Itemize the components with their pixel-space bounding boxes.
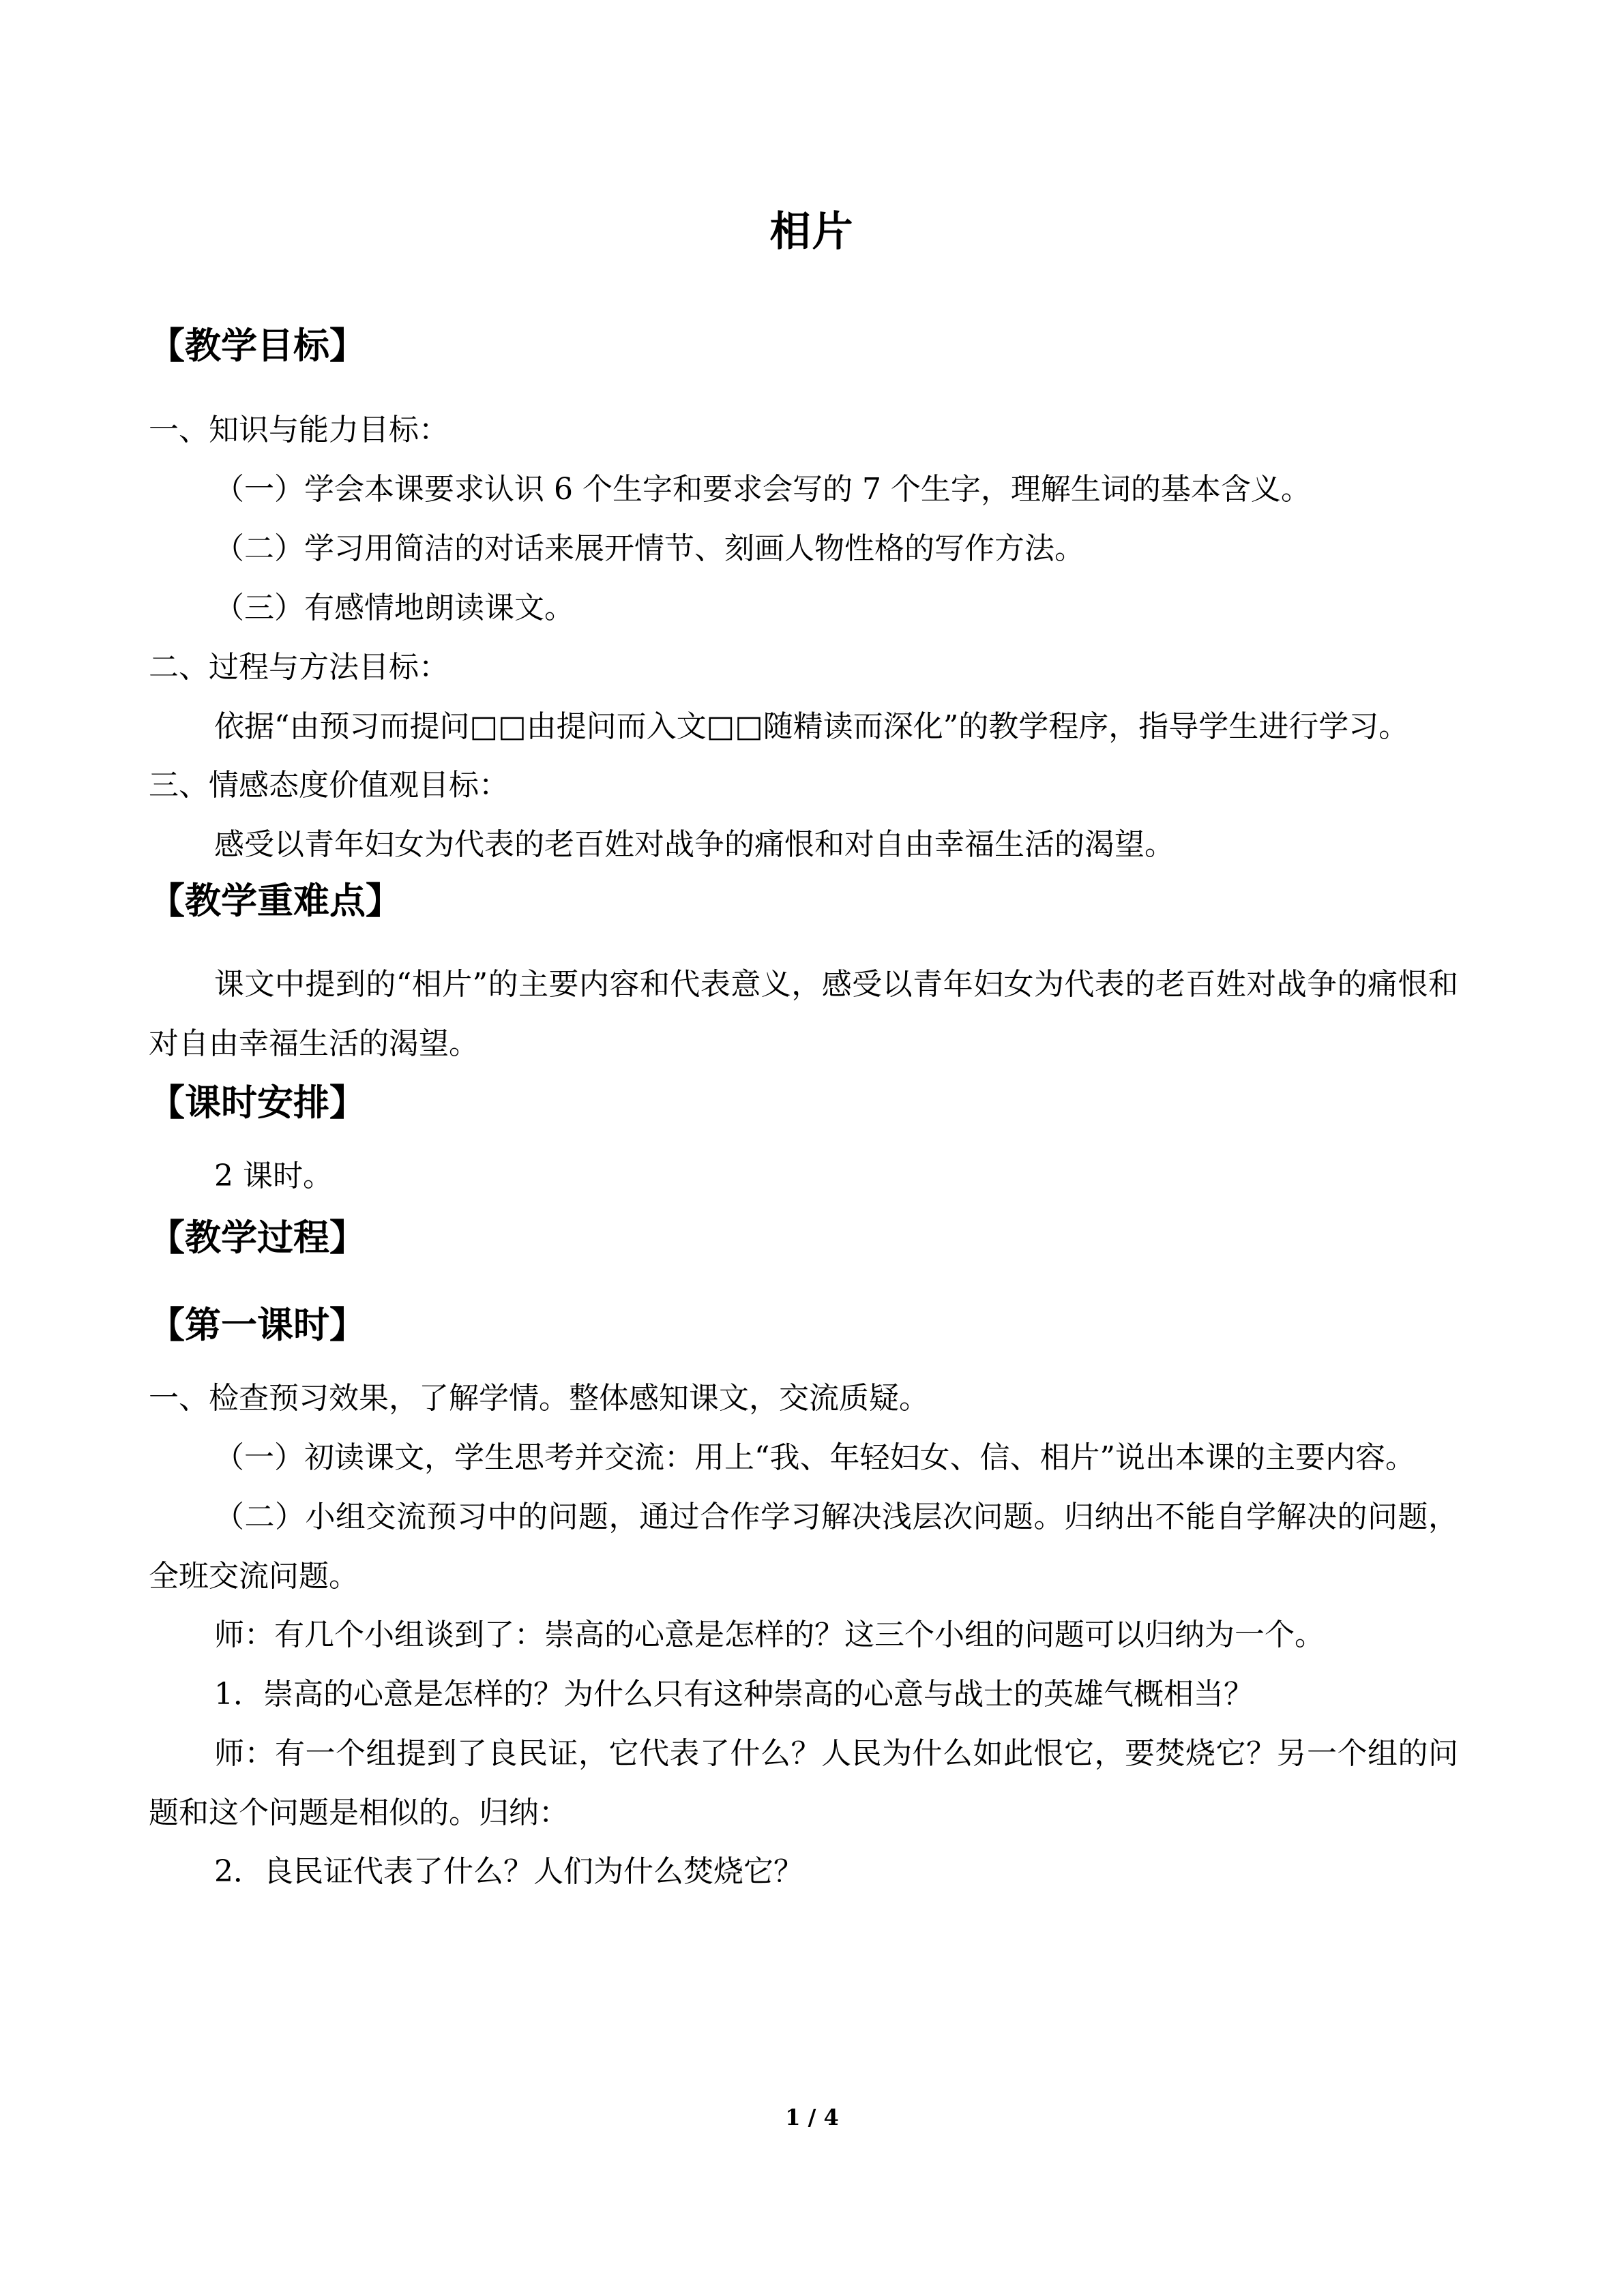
lesson-step-1-item-2: （二）小组交流预习中的问题，通过合作学习解决浅层次问题。归纳出不能自学解决的问题，全班交流问题。 xyxy=(149,1500,1458,1594)
lesson-step-1-item-1: （一）初读课文，学生思考并交流：用上“我、年轻妇女、信、相片”说出本课的主要内容。 xyxy=(214,1440,1415,1475)
goal-process-heading: 二、过程与方法目标： xyxy=(149,650,449,685)
goal-knowledge-item-3: （三）有感情地朗读课文。 xyxy=(214,591,574,625)
goal-knowledge-heading: 一、知识与能力目标： xyxy=(149,413,449,447)
section-heading-schedule: 【课时安排】 xyxy=(149,1082,366,1124)
section-heading-process: 【教学过程】 xyxy=(149,1217,366,1259)
schedule-text: 2 课时。 xyxy=(214,1159,333,1193)
key-points-text: 课文中提到的“相片”的主要内容和代表意义，感受以青年妇女为代表的老百姓对战争的痛恨和对自由幸福生活的渴望。 xyxy=(149,967,1458,1061)
goal-knowledge-item-1: （一）学会本课要求认识 6 个生字和要求会写的 7 个生字，理解生词的基本含义。 xyxy=(214,472,1311,507)
document-body xyxy=(149,319,1458,1892)
goal-knowledge-item-2: （二）学习用简洁的对话来展开情节、刻画人物性格的写作方法。 xyxy=(214,531,1084,566)
page-number: 1 / 4 xyxy=(785,2104,839,2130)
goal-emotion-text: 感受以青年妇女为代表的老百姓对战争的痛恨和对自由幸福生活的渴望。 xyxy=(214,827,1175,862)
question-2: 2．良民证代表了什么？人们为什么焚烧它？ xyxy=(214,1854,803,1889)
document-title: 相片 xyxy=(769,208,855,256)
section-heading-first-lesson: 【第一课时】 xyxy=(149,1304,366,1346)
section-heading-teaching-goals: 【教学目标】 xyxy=(149,325,366,367)
lesson-step-1: 一、检查预习效果，了解学情。整体感知课文，交流质疑。 xyxy=(149,1381,929,1416)
goal-process-text: 依据“由预习而提问□□由提问而入文□□随精读而深化”的教学程序，指导学生进行学习。 xyxy=(214,709,1409,744)
section-heading-key-points: 【教学重难点】 xyxy=(149,880,402,922)
teacher-remark-2: 师：有一个组提到了良民证，它代表了什么？人民为什么如此恨它，要焚烧它？另一个组的问题和这个问题是相似的。归纳： xyxy=(149,1736,1458,1830)
teacher-remark-1: 师：有几个小组谈到了：崇高的心意是怎样的？这三个小组的问题可以归纳为一个。 xyxy=(214,1617,1325,1652)
goal-emotion-heading: 三、情感态度价值观目标： xyxy=(149,768,509,803)
question-1: 1．崇高的心意是怎样的？为什么只有这种崇高的心意与战士的英雄气概相当？ xyxy=(214,1677,1254,1712)
